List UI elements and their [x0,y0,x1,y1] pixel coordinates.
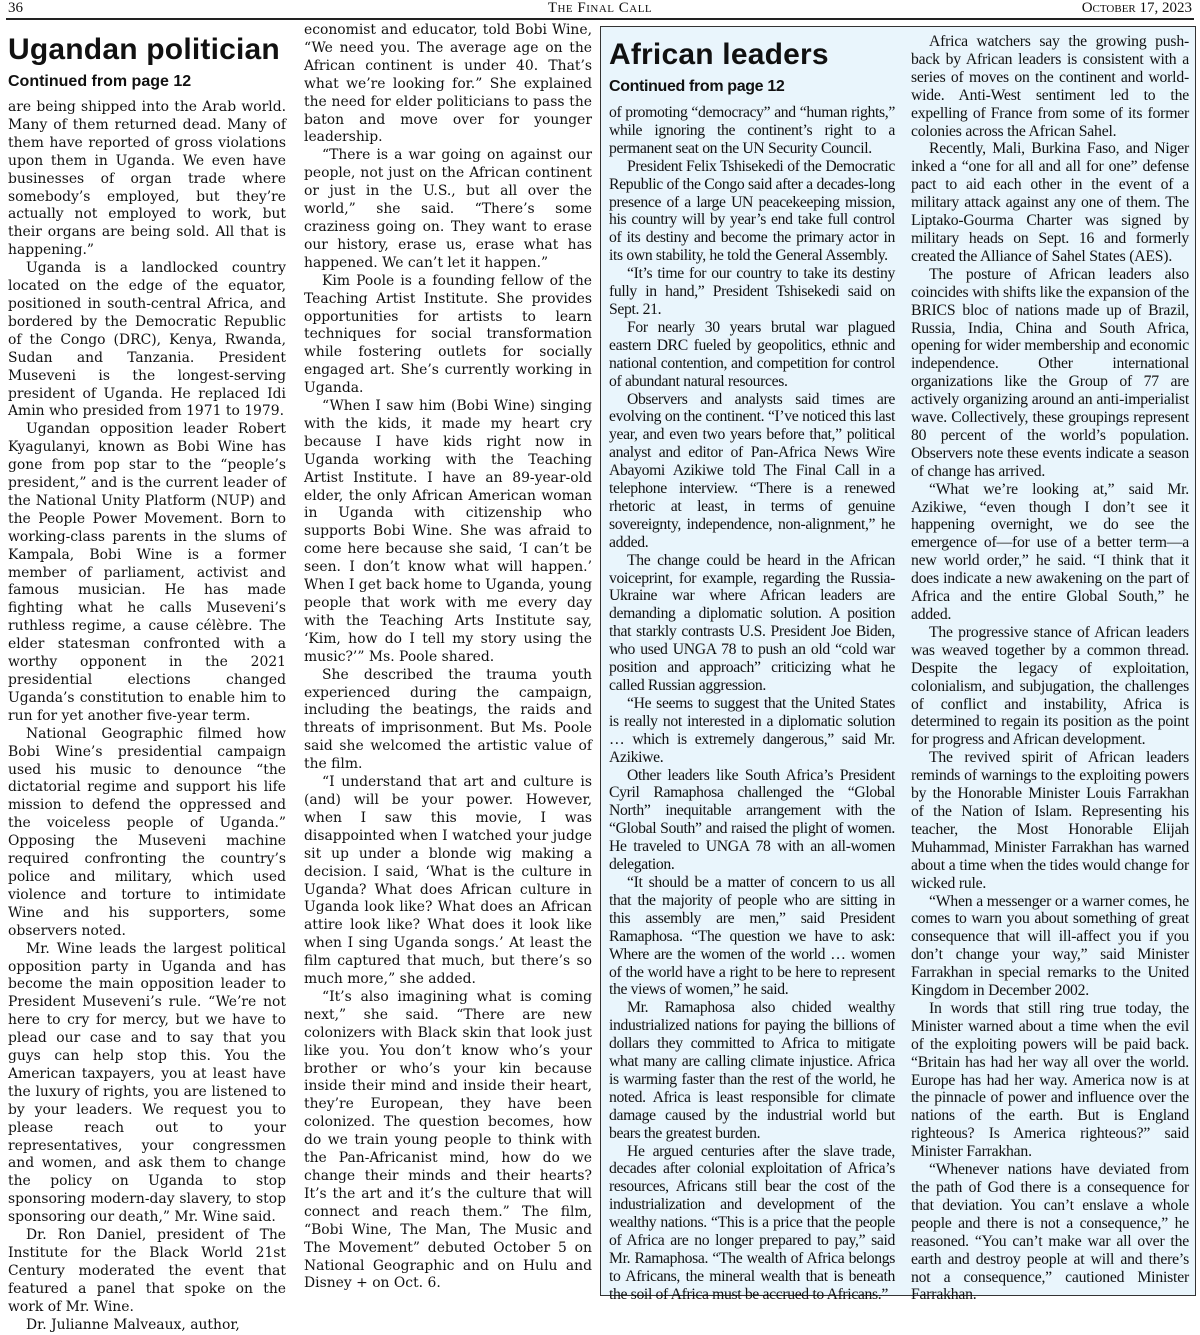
paragraph: Observers and analysts said times are evolving on the continent. “I’ve noticed this last year, and even two years before that,” political analyst and editor of Pan-Africa News Wire Abayomi Azikiwe told The Final Call in a telephone interview. “There is a renewed rhetoric at least, in terms of genuine sovereignty, independence, non-alignment,” he added. [609,390,895,551]
paragraph: Africa watchers say the growing push-back by African leaders is consistent with a series of moves on the continent and world-wide. Anti-West sentiment led to the expelling of France from some of its former colonies across the African Sahel. [911,33,1189,140]
paragraph: Ugandan opposition leader Robert Kyagulanyi, known as Bobi Wine has gone from pop star to the “people’s president,” and is the current leader of the National Unity Platform (NUP) and the People Power Movement. Born to working-class parents in the slums of Kampala, Bobi Wine is a former member of parliament, activist and famous musician. He has made fighting what he calls Museveni’s ruthless regime, a cause célèbre. The elder statesman confronted with a worthy opponent in the 2021 presidential elections changed Uganda’s constitution to enable him to run for yet another five-year term. [8,421,286,724]
story2-headline: African leaders [609,38,829,71]
paragraph: Uganda is a landlocked country located on the edge of the equator, positioned in south-central Africa, and bordered by the Democratic Republic of the Congo (DRC), Kenya, Rwanda, Sudan and Tanzania. President Museveni is the longest-serving president of Uganda. He replaced Idi Amin who presided from 1971 to 1979. [8,260,286,420]
paragraph: He argued centuries after the slave trade, decades after colonial exploitation of Africa’s resources, Africans still bear the cost of the industrialization and development of the wealthy nations. “This is a price that the people of Africa are no longer prepared to pay,” said Mr. Ramaphosa. “The wealth of Africa belongs to Africans, the mineral wealth that is beneath the soil of Africa must be accrued to Africans.” [609,1142,895,1303]
paragraph: President Felix Tshisekedi of the Democratic Republic of the Congo said after a decades-long presence of a large UN peacekeeping mission, his country will by year’s end take full control of its destiny and become the primary actor in its own stability, he told the General Assembly. [609,157,895,265]
paragraph: Dr. Julianne Malveaux, author, [26,1316,240,1333]
story2-column-1 [609,33,895,1303]
paragraph: are being shipped into the Arab world. Many of them returned dead. Many of them have reported of gross violations upon them in Uganda. We even have businesses of organ trade where somebody’s employed, but they’re actually not employed to work, but their organs are being sold. All that is happening.” [8,99,286,259]
story2-column-2 [911,33,1189,1304]
paragraph: “It’s also imagining what is coming next,” she said. “There are new colonizers with Black skin that look just like you. You don’t know who’s your brother or who’s your kin because inside their mind and inside their heart, they’re European, they have been colonized. The question becomes, how do we train young people to think with the Pan-Africanist mind, how do we change their minds and their hearts? It’s the art and it’s the culture that will connect and reach them.” The film, “Bobi Wine, The Man, The Music and The Movement” debuted October 5 on National Geographic and on Hulu and Disney + on Oct. 6. [304,988,592,1292]
story1-headline: Ugandan politician [8,33,280,66]
paragraph: The revived spirit of African leaders reminds of warnings to the exploiting powers by the Honorable Minister Louis Farrakhan of the Nation of Islam. Representing his teacher, the Most Honorable Elijah Muhammad, Minister Farrakhan has warned about a time when the tides would change for wicked rule. [911,749,1189,892]
publication-name: The Final Call [547,0,653,16]
paragraph: The progressive stance of African leaders was weaved together by a common thread. Despite the legacy of exploitation, colonialism, and subjugation, the challenges of conflict and instability, Africa is determined to regain its position as the point for progress and African development. [911,623,1189,749]
paragraph: Dr. Ron Daniel, president of The Institute for the Black World 21st Century moderated the event that featured a panel that spoke on the work of Mr. Wine. [8,1227,286,1315]
paragraph: “It’s time for our country to take its destiny fully in hand,” President Tshisekedi said on Sept. 21. [609,265,895,318]
page-header [6,0,1194,20]
paragraph: Other leaders like South Africa’s President Cyril Ramaphosa challenged the “Global North” inequitable arrangement with the “Global South” and raised the plight of women. He traveled to UNGA 78 with an all-women delegation. [609,766,895,874]
paragraph: The change could be heard in the African voiceprint, for example, regarding the Russia-Ukraine war where African leaders are demanding a diplomatic solution. A position that starkly contrasts U.S. President Joe Biden, who used UNGA 78 to push an old “cold war position and approach” criticizing what he called Russian aggression. [609,551,895,694]
paragraph: “There is a war going on against our people, not just on the African continent or just in the U.S., but all over the world,” she said. “There’s some craziness going on. They want to erase our history, erase us, erase what has happened. We can’t let it happen.” [304,147,592,271]
paragraph: “What we’re looking at,” said Mr. Azikiwe, “even though I don’t see it happening overnight, we do see the emergence of—for use of a better term—a new world order,” he said. “I think that it does indicate a new awakening on the part of Africa and the entire Global South,” he added. [911,480,1189,623]
issue-date: October 17, 2023 [1081,0,1192,16]
paragraph: In words that still ring true today, the Minister warned about a time when the evil of the exploiting powers will be paid back. “Britain has had her way all over the world. Europe has had her way. America now is at the pinnacle of power and influence over the nations of the earth. But is England righteous? Is America righteous?” said Minister Farrakhan. [911,999,1189,1161]
paragraph: “Whenever nations have deviated from the path of God there is a consequence for that deviation. You can’t enslave a whole people and there is not a consequence,” he reasoned. “You can’t make war all over the earth and destroy people at will and there’s not a consequence,” cautioned Minister Farrakhan. [911,1161,1189,1304]
story1-col1-body [8,99,286,1335]
paragraph: “It should be a matter of concern to us all that the majority of people who are sitting in this assembly are men,” said President Ramaphosa. “The question we have to ask: Where are the women of the world … women of the world have a right to be here to represent the views of women,” he said. [609,873,895,999]
story2-continued-label: Continued from page 12 [609,78,785,95]
paragraph: For nearly 30 years brutal war plagued eastern DRC fueled by geopolitics, ethnic and national contention, and competition for control of abundant natural resources. [609,318,895,390]
paragraph: “When a messenger or a warner comes, he comes to warn you about something of great consequence that will ill-affect you if you don’t change your way,” said Minister Farrakhan in special remarks to the United Kingdom in December 2002. [911,892,1189,1000]
paragraph: The posture of African leaders also coincides with shifts like the expansion of the BRICS bloc of nations made up of Brazil, Russia, India, China and South Africa, opening for wider membership and economic independence. Other international organizations like the Group of 77 are actively organizing around an anti-imperialist wave. Collectively, these groupings represent 80 percent of the world’s population. Observers note these events indicate a season of change has arrived. [911,265,1189,480]
paragraph: Mr. Ramaphosa also chided wealthy industrialized nations for paying the billions of dollars they committed to Africa to mitigate what many are calling climate injustice. Africa is warming faster than the rest of the world, he noted. Africa is least responsible for climate damage caused by the industrial world but bears the greatest burden. [609,999,895,1142]
paragraph: Kim Poole is a founding fellow of the Teaching Artist Institute. She provides opportunities for artists to learn techniques for social transformation while fostering outlets for socially engaged art. She’s currently working in Uganda. [304,272,592,397]
story1-column-1 [8,22,286,1333]
paragraph: Mr. Wine leads the largest political opposition party in Uganda and has become the main opposition leader to President Museveni’s rule. “We’re not here to cry for mercy, but we have to plead our case and to say that you guys can help stop this. You the American taxpayers, you at least have the luxury of rights, you are listened to by your leaders. We request you to please reach out to your representatives, your congressmen and women, and ask them to change the policy on Uganda to stop sponsoring modern-day slavery, to stop sponsoring our death,” Mr. Wine said. [8,940,286,1226]
paragraph: “I understand that art and culture is (and) will be your power. However, when I saw this movie, I was disappointed when I watched your judge sit up under a blonde wig making a decision. I said, ‘What is the culture in Uganda? What does African culture in Uganda look like? What does an African attire look like? What does it look like when I sing Uganda songs.’ At least the film captured that much, but there’s so much more,” she added. [304,774,592,988]
page-number: 36 [8,0,23,16]
paragraph: National Geographic filmed how Bobi Wine’s presidential campaign used his music to denounce “the dictatorial regime and support his life mission to defend the oppressed and the voiceless people of Uganda.” Opposing the Museveni machine required confronting the country’s police and military, which used violence and torture to intimidate Wine and his supporters, some observers noted. [8,725,286,939]
paragraph: “He seems to suggest that the United States is really not interested in a diplomatic solution … which is extremely dangerous,” said Mr. Azikiwe. [609,694,895,766]
story1-continued-label: Continued from page 12 [8,73,192,90]
paragraph: of promoting “democracy” and “human rights,” while ignoring the continent’s right to a permanent seat on the UN Security Council. [609,104,895,157]
paragraph: economist and educator, told Bobi Wine, “We need you. The average age on the African continent is under 40. That’s what we’re looking for.” She explained the need for elder politicians to pass the baton and move over for younger leadership. [304,22,592,146]
paragraph: “When I saw him (Bobi Wine) singing with the kids, it made my heart cry because I have kids right now in Uganda working with the Teaching Artist Institute. I have an 89-year-old elder, the only African American woman in Uganda with citizenship who supports Bobi Wine. She was afraid to come here because she said, ‘I can’t be seen. I don’t know what will happen.’ When I get back home to Uganda, young people that work with me every day with the Teaching Arts Institute say, ‘Kim, how do I tell my story using the music?’” Ms. Poole shared. [304,398,592,665]
paragraph: She described the trauma youth experienced during the campaign, including the beatings, the raids and threats of imprisonment. But Ms. Poole said she welcomed the artistic value of the film. [304,666,592,773]
story1-column-2 [304,22,592,1298]
story2-sidebar-box [600,26,1196,1304]
paragraph: Recently, Mali, Burkina Faso, and Niger inked a “one for all and all for one” defense pact to aid each other in the event of a military attack against any one of them. The Liptako-Gourma Charter was signed by military heads on Sept. 16 and formerly created the Alliance of Sahel States (AES). [911,140,1189,265]
